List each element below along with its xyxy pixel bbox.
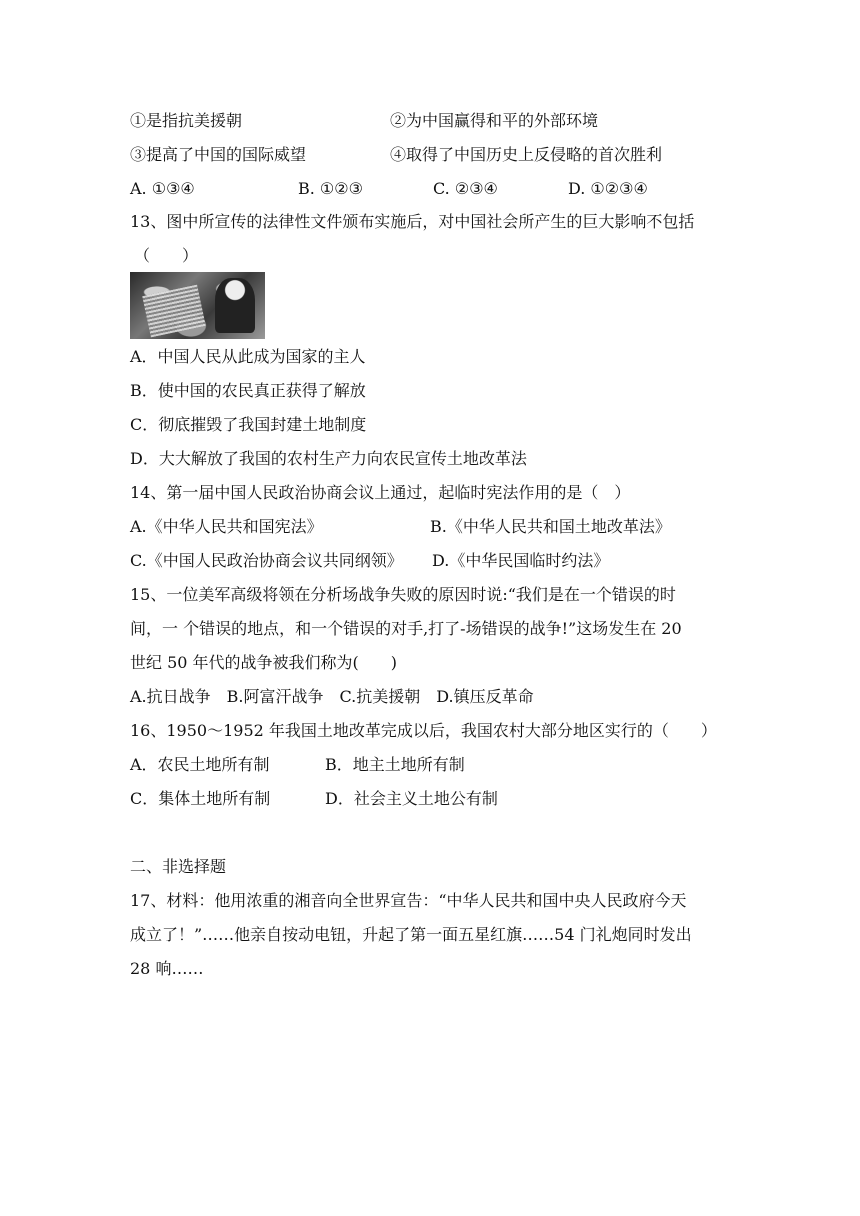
q12-statement-2: ②为中国赢得和平的外部环境	[390, 111, 599, 130]
q15-stem-line-1: 15、一位美军高级将领在分析场战争失败的原因时说:“我们是在一个错误的时	[130, 585, 676, 604]
land-reform-photo	[130, 272, 265, 339]
poster-document-shape	[142, 285, 206, 338]
q13-option-d: D．大大解放了我国的农村生产力向农民宣传土地改革法	[130, 449, 527, 468]
q12-statement-3: ③提高了中国的国际威望	[130, 145, 307, 164]
q16-option-a: A．农民土地所有制	[130, 755, 270, 774]
q16-stem: 16、1950～1952 年我国土地改革完成以后，我国农村大部分地区实行的（ ）	[130, 721, 717, 740]
q13-option-a: A．中国人民从此成为国家的主人	[130, 347, 366, 366]
person-figure-shape	[215, 278, 255, 333]
q16-option-d: D．社会主义土地公有制	[325, 789, 498, 808]
q13-answer-blank: （ ）	[134, 246, 199, 265]
q12-statement-1: ①是指抗美援朝	[130, 111, 243, 130]
q13-stem: 13、图中所宣传的法律性文件颁布实施后，对中国社会所产生的巨大影响不包括	[130, 212, 695, 231]
q14-option-a: A.《中华人民共和国宪法》	[130, 517, 323, 536]
q14-stem: 14、第一届中国人民政治协商会议上通过，起临时宪法作用的是（ ）	[130, 483, 631, 502]
q17-material-line-3: 28 响……	[130, 959, 204, 978]
q15-stem-line-3: 世纪 50 年代的战争被我们称为( )	[130, 653, 398, 672]
q16-option-c: C．集体土地所有制	[130, 789, 271, 808]
q17-material-line-1: 17、材料：他用浓重的湘音向全世界宣告：“中华人民共和国中央人民政府今天	[130, 891, 687, 910]
q16-option-b: B．地主土地所有制	[325, 755, 465, 774]
q13-option-c: C．彻底摧毁了我国封建土地制度	[130, 415, 367, 434]
q12-statement-4: ④取得了中国历史上反侵略的首次胜利	[390, 145, 663, 164]
q12-option-a: A. ①③④	[130, 179, 195, 198]
q12-option-c: C. ②③④	[433, 179, 498, 198]
q14-option-c: C.《中国人民政治协商会议共同纲领》	[130, 551, 403, 570]
q13-option-b: B．使中国的农民真正获得了解放	[130, 381, 366, 400]
q14-option-d: D.《中华民国临时约法》	[432, 551, 610, 570]
q15-stem-line-2: 间，一 个错误的地点，和一个错误的对手,打了-场错误的战争!”这场发生在 20	[130, 619, 682, 638]
q14-option-b: B.《中华人民共和国土地改革法》	[430, 517, 671, 536]
section-heading: 二、非选择题	[130, 857, 227, 876]
q17-material-line-2: 成立了！”……他亲自按动电钮，升起了第一面五星红旗……54 门礼炮同时发出	[130, 925, 692, 944]
q12-option-d: D. ①②③④	[568, 179, 648, 198]
q15-options: A.抗日战争 B.阿富汗战争 C.抗美援朝 D.镇压反革命	[130, 687, 534, 706]
q12-option-b: B. ①②③	[298, 179, 363, 198]
